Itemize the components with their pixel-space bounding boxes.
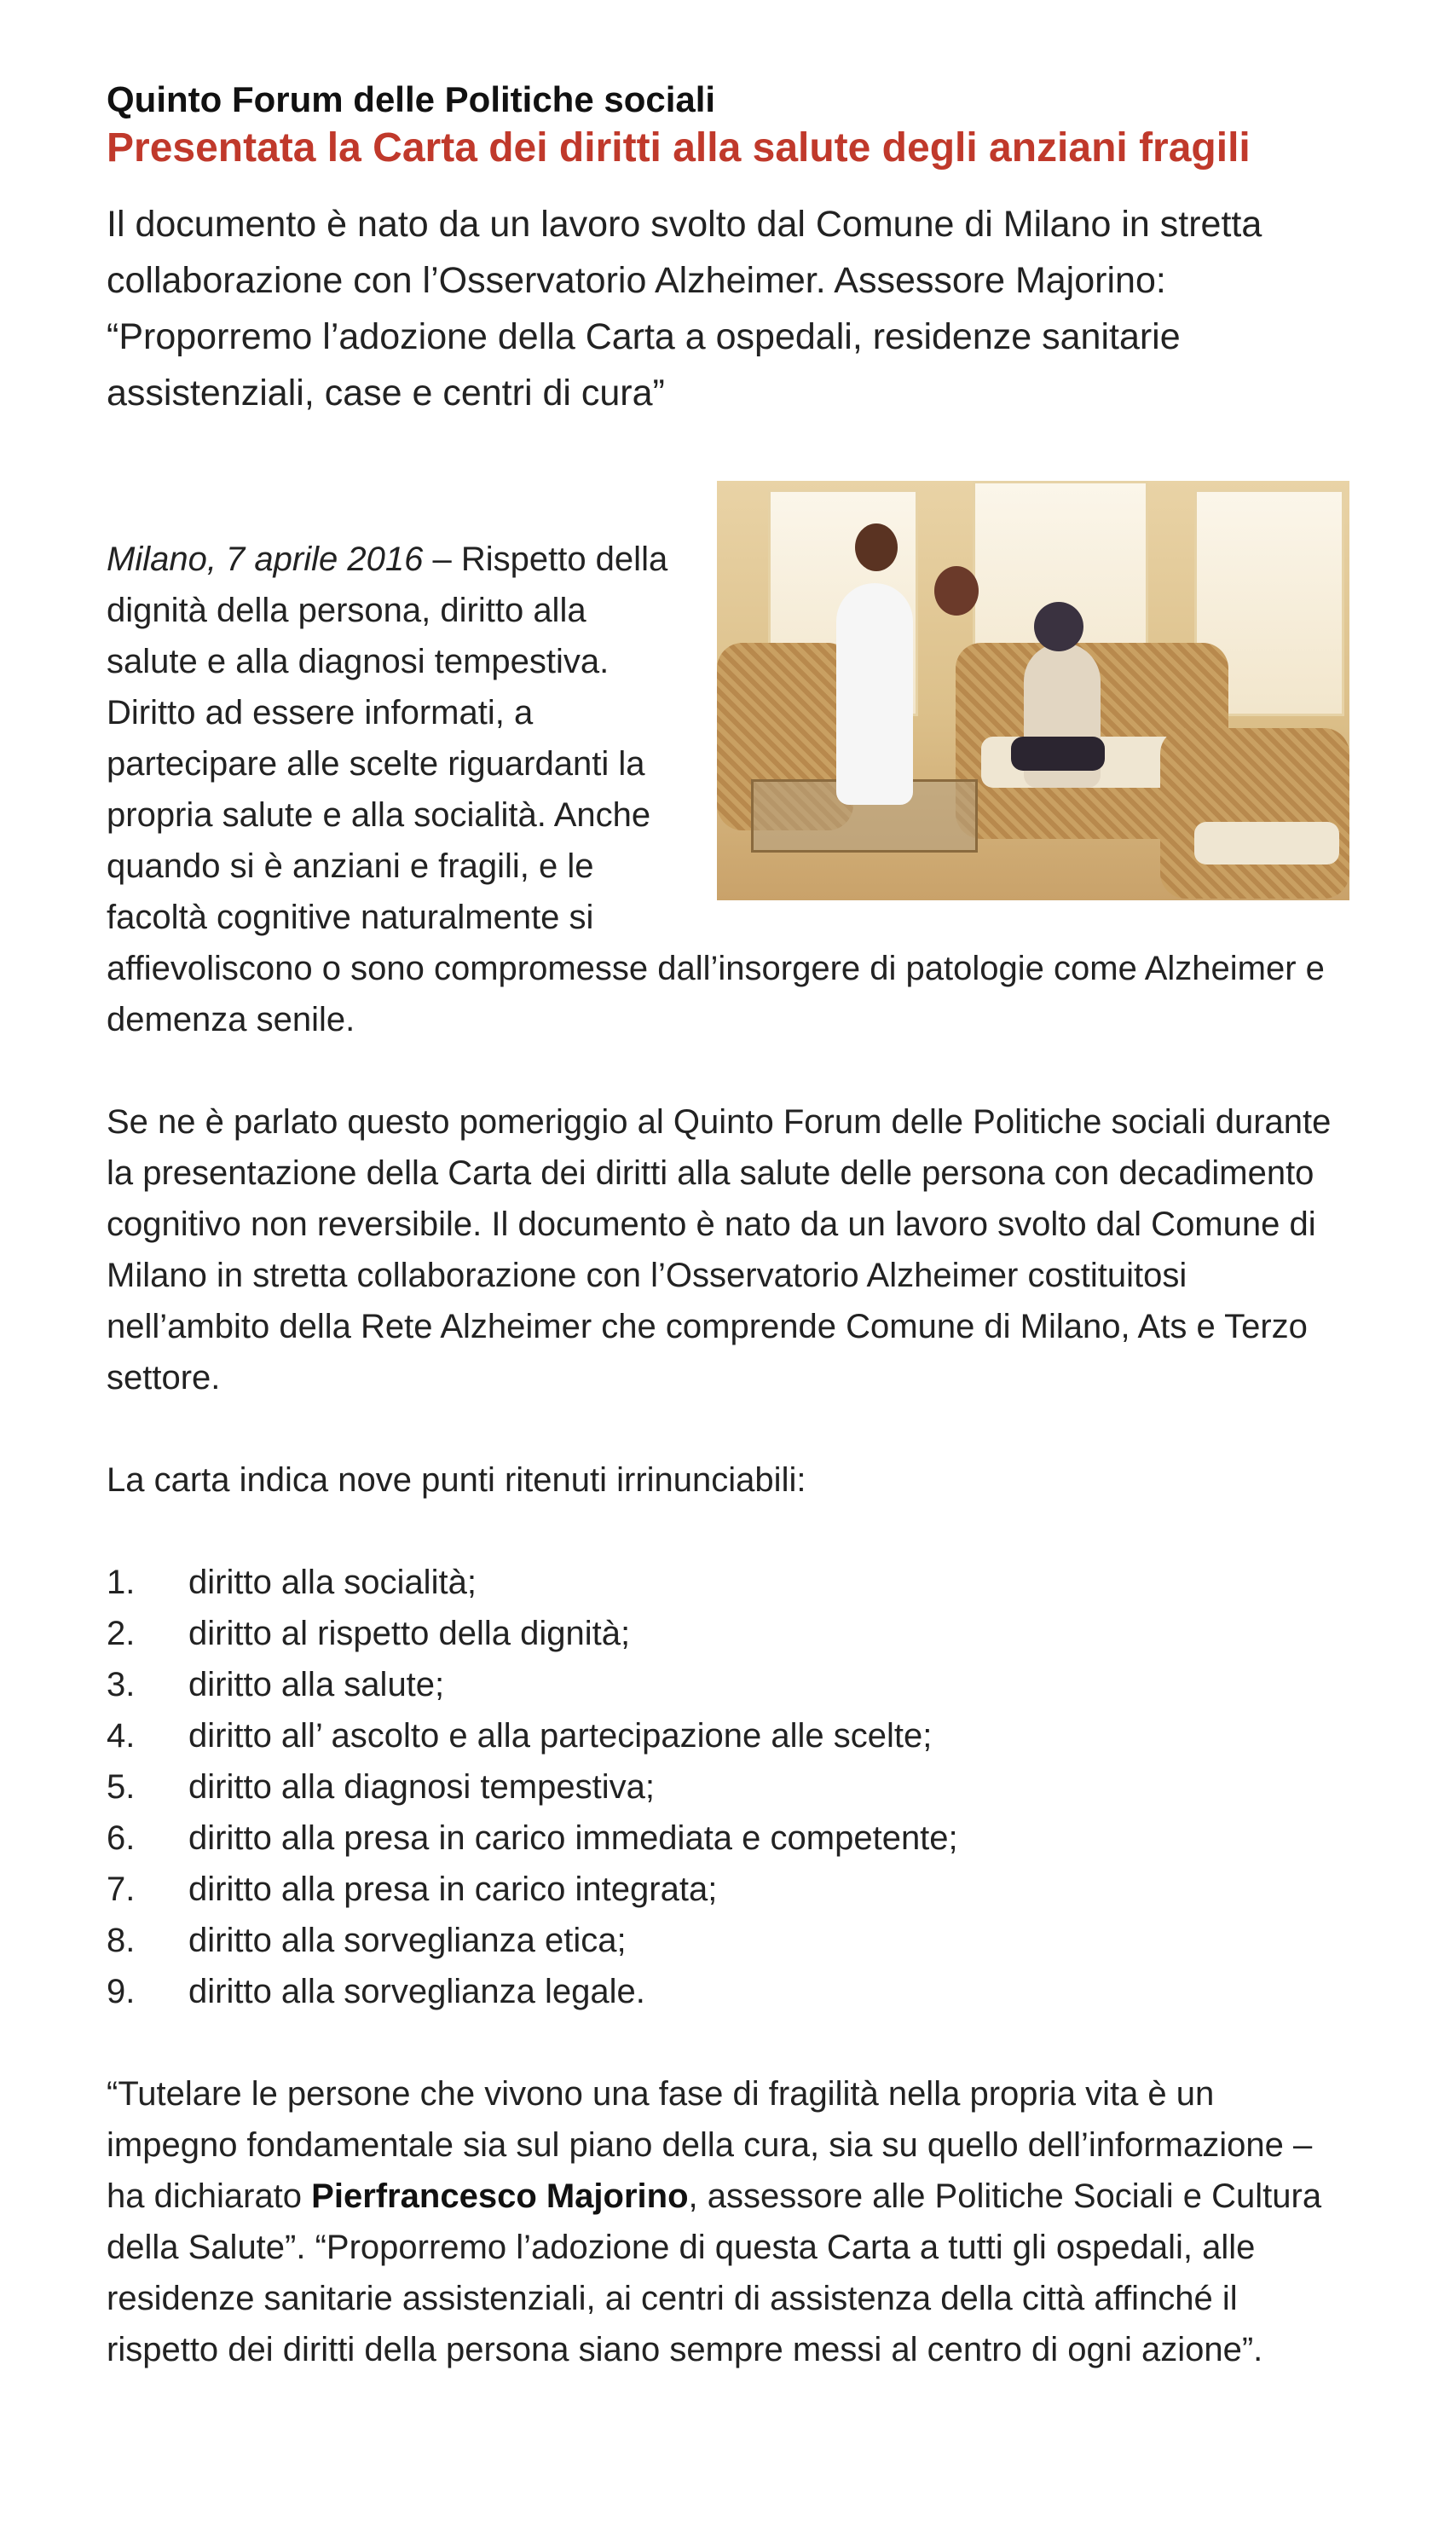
article-body [107,481,1349,2375]
list-item-text: diritto alla salute; [188,1666,445,1703]
quote-end: , assessore alle Politiche Sociali e Cultura della Salute”. “Proporremo l’adozione di questa Carta a tutti gli ospedali, alle residenze sanitarie assistenziali, ai centri di assistenza della città affinché il rispetto dei diritti della persona siano sempre messi al centro di ogni azione”. [107,2177,1322,2368]
list-item [107,1659,1349,1710]
list-item-text: diritto al rispetto della dignità; [188,1615,631,1652]
list-item-number: 4. [107,1717,136,1755]
list-intro: La carta indica nove punti ritenuti irrinunciabili: [107,1461,806,1499]
list-item [107,1966,1349,2017]
list-item-text: diritto alla sorveglianza legale. [188,1973,645,2010]
list-item [107,1608,1349,1659]
list-item [107,1813,1349,1864]
list-item-number: 3. [107,1666,136,1703]
article-photo [717,481,1349,900]
list-item-number: 2. [107,1615,136,1652]
list-item-number: 7. [107,1871,136,1908]
quote-speaker-name: Pierfrancesco Majorino [311,2177,689,2215]
article-lead: Il documento è nato da un lavoro svolto dal Comune di Milano in stretta collaborazione con l’Osservatorio Alzheimer. Assessore Majorino: “Proporremo l’adozione della Carta a ospedali, residenze sanitarie assistenziali, case e centri di cura” [107,204,1262,413]
list-item-text: diritto alla diagnosi tempestiva; [188,1768,655,1806]
rights-list [107,1557,1349,2017]
list-item [107,1557,1349,1608]
list-item [107,1761,1349,1813]
quote-paragraph [107,2068,1349,2375]
list-item-number: 8. [107,1922,136,1959]
dateline: Milano, 7 aprile 2016 [107,541,424,578]
list-item-text: diritto alla presa in carico immediata e competente; [188,1819,958,1857]
article-headline: Presentata la Carta dei diritti alla salute degli anziani fragili [107,125,1251,171]
list-item-text: diritto all’ ascolto e alla partecipazione alle scelte; [188,1717,933,1755]
article-kicker: Quinto Forum delle Politiche sociali [107,79,716,119]
list-item-number: 9. [107,1973,136,2010]
list-item-number: 1. [107,1564,136,1601]
list-item [107,1864,1349,1915]
paragraph-1-text: – Rispetto della dignità della persona, diritto alla salute e alla diagnosi tempestiva. Diritto ad essere informati, a partecipare alle scelte riguardanti la propria salute e alla socialità. Anche quando si è anziani e fragili, e le facoltà cognitive naturalmente si affievoliscono o sono compromesse dall’insorgere di patologie come Alzheimer e demenza senile. [107,541,1325,1038]
paragraph-2: Se ne è parlato questo pomeriggio al Quinto Forum delle Politiche sociali durante la presentazione della Carta dei diritti alla salute delle persona con decadimento cognitivo non reversibile. Il documento è nato da un lavoro svolto dal Comune di Milano in stretta collaborazione con l’Osservatorio Alzheimer costituitosi nell’ambito della Rete Alzheimer che comprende Comune di Milano, Ats e Terzo settore. [107,1103,1332,1396]
list-item-number: 6. [107,1819,136,1857]
list-item-number: 5. [107,1768,136,1806]
quote-start: “Tutelare le persone che vivono una fase di fragilità nella propria vita è un impegno fondamentale sia sul piano della cura, sia su quello dell’informazione – ha dichiarato [107,2075,1313,2215]
list-item [107,1915,1349,1966]
list-item-text: diritto alla sorveglianza etica; [188,1922,627,1959]
list-item-text: diritto alla presa in carico integrata; [188,1871,718,1908]
list-item-text: diritto alla socialità; [188,1564,477,1601]
list-item [107,1710,1349,1761]
